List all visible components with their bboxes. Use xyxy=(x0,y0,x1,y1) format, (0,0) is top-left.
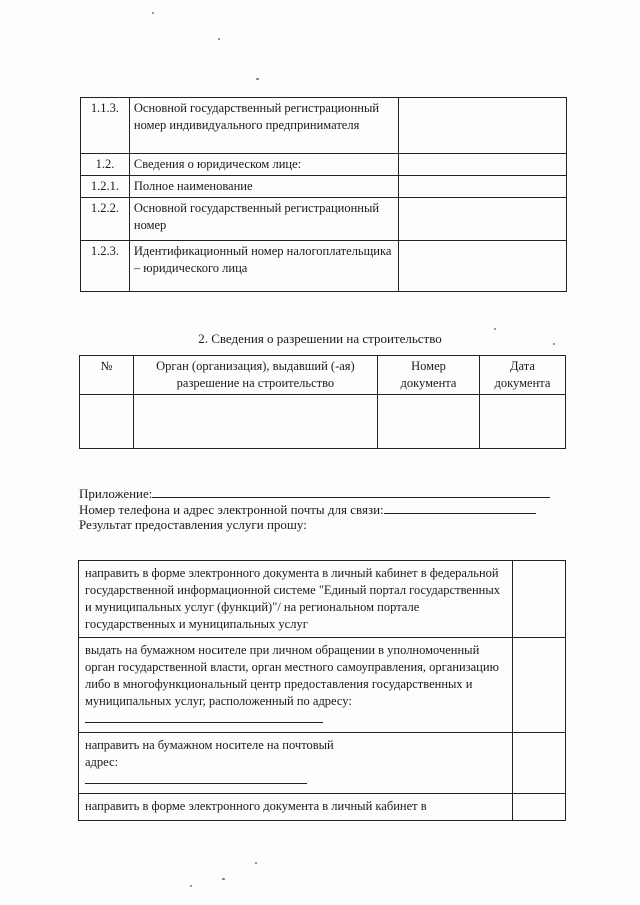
value-cell[interactable] xyxy=(399,98,567,154)
value-cell[interactable] xyxy=(399,176,567,198)
value-cell[interactable] xyxy=(399,241,567,292)
address-field[interactable] xyxy=(85,710,323,723)
option-cell xyxy=(79,638,513,733)
row-number: 1.2. xyxy=(81,154,130,176)
permit-table xyxy=(79,355,566,449)
option-text: направить на бумажном носителе на почтовый адрес: xyxy=(85,738,334,769)
table-row xyxy=(81,176,567,198)
option-row xyxy=(79,561,566,638)
section-title: 2. Сведения о разрешении на строительство xyxy=(198,331,442,346)
row-description: Полное наименование xyxy=(129,176,399,198)
scan-speck xyxy=(256,78,259,80)
result-label: Результат предоставления услуги прошу: xyxy=(79,517,307,532)
option-text: выдать на бумажном носителе при личном обращении в уполномоченный орган государственной власти, орган местного самоуправления, организацию либо в многофункциональный центр предоставления государственных и муниципальных услуг, расположенный по адресу: xyxy=(85,643,499,708)
row-number: 1.2.3. xyxy=(81,241,130,292)
option-row xyxy=(79,794,566,821)
row-description: Идентификационный номер налогоплательщика – юридического лица xyxy=(129,241,399,292)
option-text: направить в форме электронного документа в личный кабинет в федеральной государственной информационной системе "Единый портал государственных и муниципальных услуг (функций)"/ на региональном портале государственных и муниципальных услуг xyxy=(79,561,513,638)
scan-speck xyxy=(494,328,496,330)
row-number: 1.2.2. xyxy=(81,198,130,241)
contact-field[interactable] xyxy=(384,501,536,514)
scan-speck xyxy=(190,885,192,887)
delivery-options-table xyxy=(78,560,566,821)
row-number: 1.1.3. xyxy=(81,98,130,154)
contact-line xyxy=(79,501,536,518)
scan-speck xyxy=(222,878,225,880)
option-row xyxy=(79,638,566,733)
appendix-label: Приложение: xyxy=(79,486,153,501)
table-row xyxy=(81,241,567,292)
applicant-info-table xyxy=(80,97,567,292)
table-row xyxy=(81,154,567,176)
option-row xyxy=(79,733,566,794)
cell-doc-date[interactable] xyxy=(480,395,566,449)
value-cell[interactable] xyxy=(399,154,567,176)
row-description: Сведения о юридическом лице: xyxy=(129,154,399,176)
scan-speck xyxy=(255,862,257,864)
appendix-field[interactable] xyxy=(152,485,550,498)
value-cell[interactable] xyxy=(399,198,567,241)
option-cell xyxy=(79,733,513,794)
postal-address-field[interactable] xyxy=(85,771,307,784)
row-description: Основной государственный регистрационный номер индивидуального предпринимателя xyxy=(129,98,399,154)
scan-speck xyxy=(152,12,154,14)
option-checkbox[interactable] xyxy=(513,561,566,638)
cell-doc-number[interactable] xyxy=(378,395,480,449)
table-row xyxy=(81,198,567,241)
header-doc-date: Дата документа xyxy=(480,356,566,395)
table-row xyxy=(81,98,567,154)
row-number: 1.2.1. xyxy=(81,176,130,198)
header-number: № xyxy=(80,356,134,395)
option-text: направить в форме электронного документа в личный кабинет в xyxy=(79,794,513,821)
option-checkbox[interactable] xyxy=(513,794,566,821)
scan-speck xyxy=(218,38,220,40)
cell-number[interactable] xyxy=(80,395,134,449)
option-checkbox[interactable] xyxy=(513,733,566,794)
table-header-row xyxy=(80,356,566,395)
cell-organ[interactable] xyxy=(133,395,377,449)
option-checkbox[interactable] xyxy=(513,638,566,733)
header-doc-number: Номер документа xyxy=(378,356,480,395)
contact-label: Номер телефона и адрес электронной почты для связи: xyxy=(79,502,384,517)
row-description: Основной государственный регистрационный номер xyxy=(129,198,399,241)
table-row xyxy=(80,395,566,449)
header-organ: Орган (организация), выдавший (-ая) разрешение на строительство xyxy=(133,356,377,395)
appendix-line xyxy=(79,485,550,502)
